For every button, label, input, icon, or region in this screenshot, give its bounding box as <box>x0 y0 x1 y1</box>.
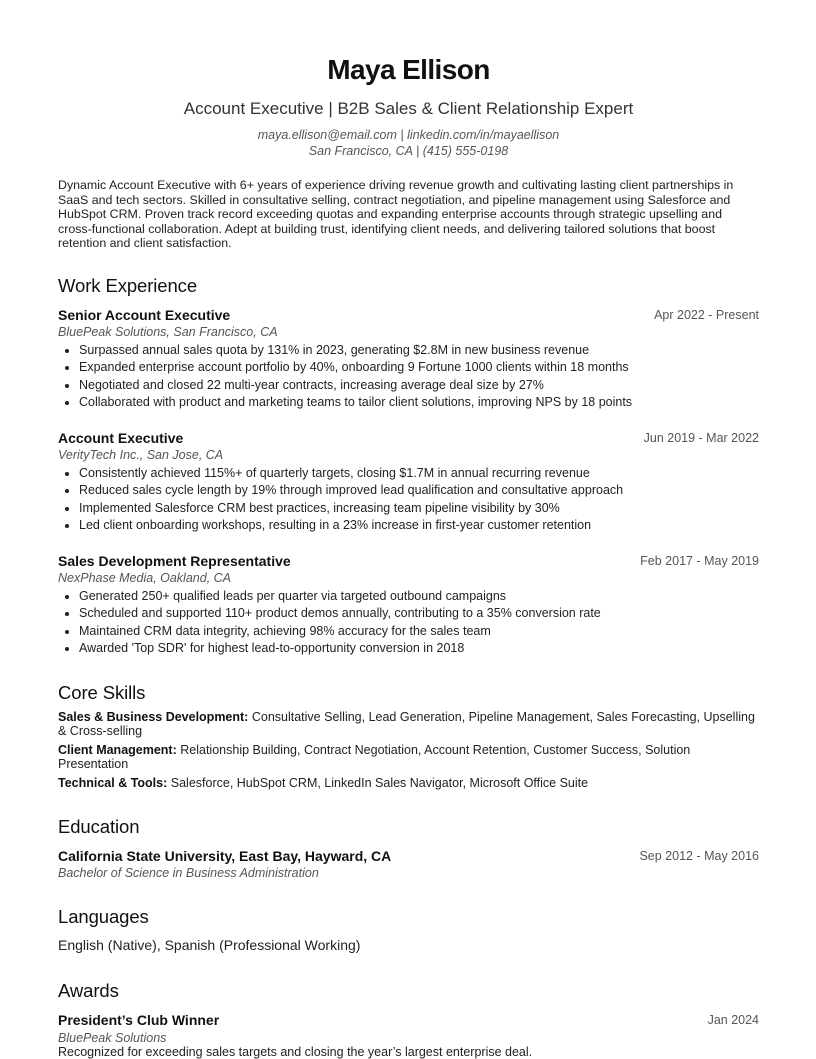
job-bullets <box>58 342 759 412</box>
job-bullet: Expanded enterprise account portfolio by 40%, onboarding 9 Fortune 1000 clients within 18 months <box>79 359 759 376</box>
professional-summary: Dynamic Account Executive with 6+ years of experience driving revenue growth and cultivating lasting client partnerships in SaaS and tech sectors. Skilled in consultative selling, contract negotiation, and pipeline management using Salesforce and HubSpot CRM. Proven track record exceeding quotas and expanding enterprise accounts through strategic upselling and cross-functional collaboration. Adept at building trust, identifying client needs, and delivering tailored solutions that boost retention and client satisfaction. <box>58 178 734 250</box>
education-dates: Sep 2012 - May 2016 <box>639 849 759 863</box>
school-name: California State University, East Bay, Hayward, CA <box>58 848 392 864</box>
job-company: NexPhase Media, Oakland, CA <box>58 571 232 585</box>
award-organization: BluePeak Solutions <box>58 1031 167 1045</box>
languages-list: English (Native), Spanish (Professional Working) <box>58 937 361 953</box>
job-bullet: Awarded 'Top SDR' for highest lead-to-opportunity conversion in 2018 <box>79 640 759 657</box>
job-header <box>58 306 759 324</box>
skill-group-label: Technical & Tools: <box>58 776 168 790</box>
job-bullet: Consistently achieved 115%+ of quarterly targets, closing $1.7M in annual recurring revenue <box>79 465 759 482</box>
job-header <box>58 429 759 447</box>
section-title-skills: Core Skills <box>58 682 146 703</box>
skill-group-label: Client Management: <box>58 743 177 757</box>
award-date: Jan 2024 <box>707 1013 759 1027</box>
job-bullet: Collaborated with product and marketing teams to tailor client solutions, improving NPS by 18 points <box>79 394 759 411</box>
degree: Bachelor of Science in Business Administration <box>58 866 319 880</box>
skill-group-label: Sales & Business Development: <box>58 710 249 724</box>
job-company: BluePeak Solutions, San Francisco, CA <box>58 325 278 339</box>
contact-line-location-phone: San Francisco, CA | (415) 555-0198 <box>308 144 509 158</box>
award-header <box>58 1011 759 1029</box>
section-title-languages: Languages <box>58 906 149 927</box>
section-title-education: Education <box>58 816 140 837</box>
job-bullet: Reduced sales cycle length by 19% through improved lead qualification and consultative approach <box>79 482 759 499</box>
job-title: Sales Development Representative <box>58 553 291 569</box>
job-dates: Jun 2019 - Mar 2022 <box>643 431 759 445</box>
job-company: VerityTech Inc., San Jose, CA <box>58 448 224 462</box>
job-header <box>58 552 759 570</box>
job-dates: Apr 2022 - Present <box>654 308 759 322</box>
candidate-name: Maya Ellison <box>327 54 490 85</box>
job-bullet: Negotiated and closed 22 multi-year contracts, increasing average deal size by 27% <box>79 377 759 394</box>
job-bullet: Implemented Salesforce CRM best practices, increasing team pipeline visibility by 30% <box>79 500 759 517</box>
award-description: Recognized for exceeding sales targets and closing the year’s largest enterprise deal. <box>58 1045 533 1059</box>
job-title: Account Executive <box>58 430 184 446</box>
job-bullets <box>58 588 759 658</box>
job-bullet: Led client onboarding workshops, resulting in a 23% increase in first-year customer retention <box>79 517 759 534</box>
skill-group-values: Salesforce, HubSpot CRM, LinkedIn Sales Navigator, Microsoft Office Suite <box>170 776 589 790</box>
candidate-headline: Account Executive | B2B Sales & Client Relationship Expert <box>183 99 634 118</box>
skill-group-values: Consultative Selling, Lead Generation, Pipeline Management, Sales Forecasting, Upselling & Cross-selling <box>58 710 755 738</box>
job-title: Senior Account Executive <box>58 307 231 323</box>
section-title-awards: Awards <box>58 980 119 1001</box>
skill-group <box>58 776 759 790</box>
job-bullet: Scheduled and supported 110+ product demos annually, contributing to a 35% conversion rate <box>79 605 759 622</box>
job-bullet: Surpassed annual sales quota by 131% in 2023, generating $2.8M in new business revenue <box>79 342 759 359</box>
skill-group <box>58 710 759 738</box>
job-bullet: Generated 250+ qualified leads per quarter via targeted outbound campaigns <box>79 588 759 605</box>
contact-line-email-linkedin: maya.ellison@email.com | linkedin.com/in/mayaellison <box>257 128 560 142</box>
section-title-experience: Work Experience <box>58 275 198 296</box>
skill-group <box>58 743 759 771</box>
award-name: President’s Club Winner <box>58 1012 220 1028</box>
job-dates: Feb 2017 - May 2019 <box>640 554 759 568</box>
skill-group-values: Relationship Building, Contract Negotiation, Account Retention, Customer Success, Solution Presentation <box>58 743 691 771</box>
education-header <box>58 847 759 865</box>
job-bullets <box>58 465 759 535</box>
job-bullet: Maintained CRM data integrity, achieving 98% accuracy for the sales team <box>79 623 759 640</box>
